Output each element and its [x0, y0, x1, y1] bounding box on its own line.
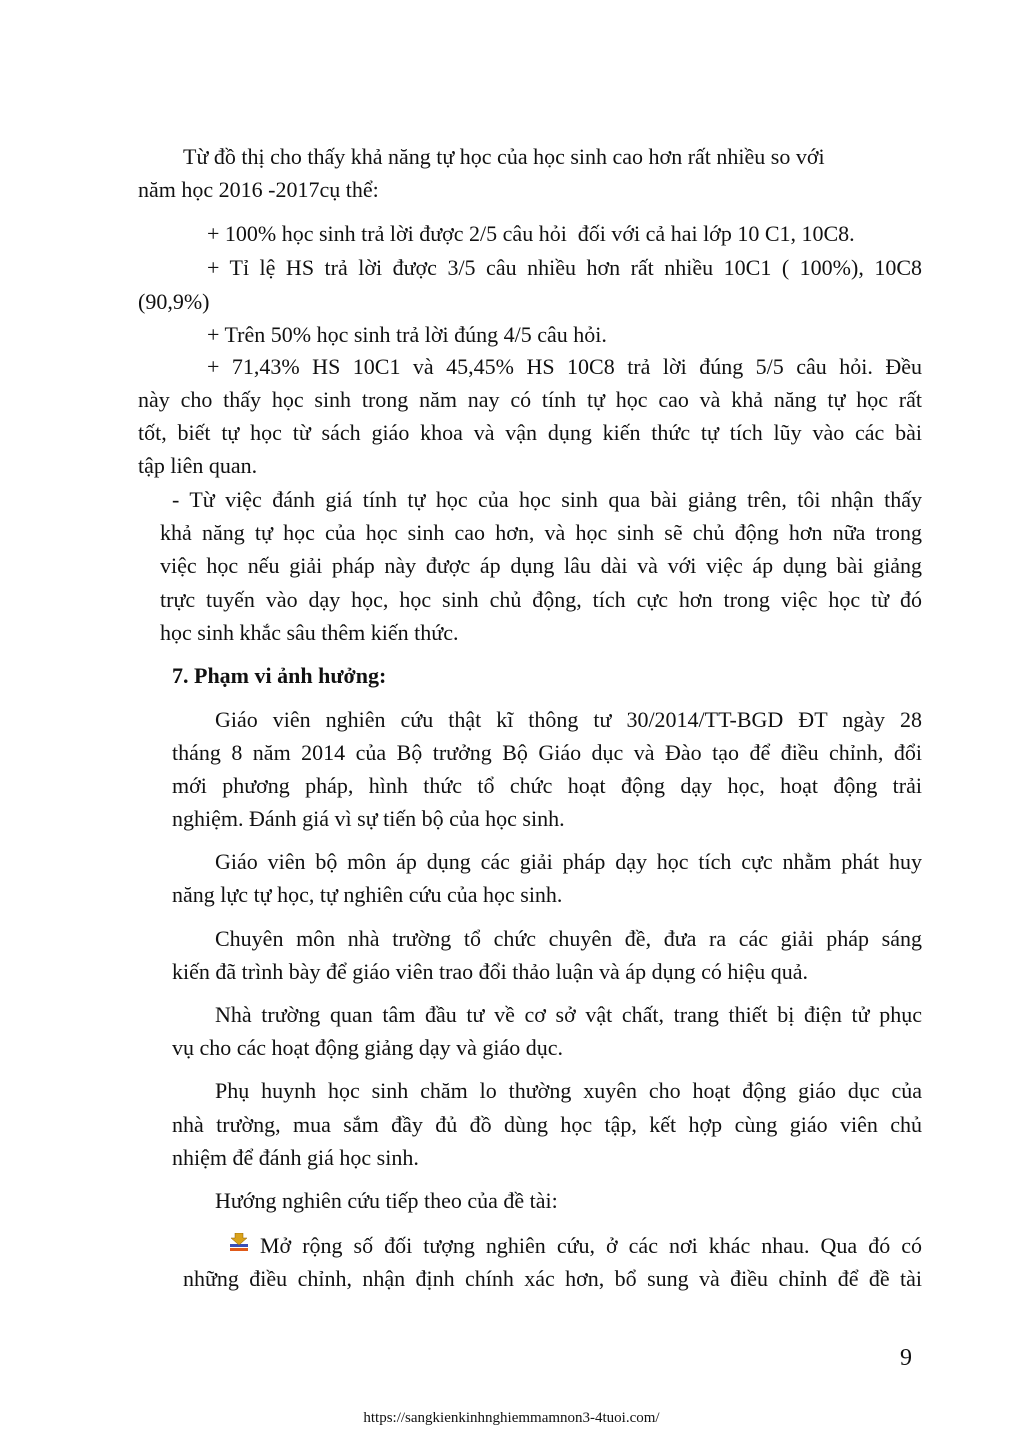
arrow-bullet-icon — [230, 1233, 248, 1253]
page-number: 9 — [900, 1345, 912, 1371]
text-line: + 100% học sinh trả lời được 2/5 câu hỏi đối với cả hai lớp 10 C1, 10C8. — [207, 221, 855, 246]
text-line: Hướng nghiên cứu tiếp theo của đề tài: — [215, 1188, 558, 1213]
text-line: học sinh khắc sâu thêm kiến thức. — [160, 620, 459, 645]
text-line: Giáo viên nghiên cứu thật kĩ thông tư 30/2014/TT-BGD ĐT ngày 28 — [215, 707, 922, 732]
text-line: Giáo viên bộ môn áp dụng các giải pháp dạy học tích cực nhằm phát huy — [215, 849, 922, 874]
text-line: Chuyên môn nhà trường tổ chức chuyên đề, đưa ra các giải pháp sáng — [215, 926, 922, 951]
text-line: + Trên 50% học sinh trả lời đúng 4/5 câu hỏi. — [207, 322, 607, 347]
text-line: nghiệm. Đánh giá vì sự tiến bộ của học sinh. — [172, 806, 565, 831]
text-line: nhiệm để đánh giá học sinh. — [172, 1145, 419, 1170]
text-line: mới phương pháp, hình thức tổ chức hoạt động dạy học, hoạt động trải — [172, 773, 922, 798]
text-line: vụ cho các hoạt động giảng dạy và giáo dục. — [172, 1035, 563, 1060]
text-line: này cho thấy học sinh trong năm nay có tính tự học cao và khả năng tự học rất — [138, 387, 922, 412]
text-line: khả năng tự học của học sinh cao hơn, và học sinh sẽ chủ động hơn nữa trong — [160, 520, 922, 545]
text-line: tốt, biết tự học từ sách giáo khoa và vận dụng kiến thức tự tích lũy vào các bài — [138, 420, 922, 445]
text-line: - Từ việc đánh giá tính tự học của học sinh qua bài giảng trên, tôi nhận thấy — [172, 487, 922, 512]
text-line: kiến đã trình bày để giáo viên trao đổi thảo luận và áp dụng có hiệu quả. — [172, 959, 808, 984]
text-line: việc học nếu giải pháp này được áp dụng lâu dài và với việc áp dụng bài giảng — [160, 553, 922, 578]
text-line: + Tỉ lệ HS trả lời được 3/5 câu nhiều hơn rất nhiều 10C1 ( 100%), 10C8 — [207, 255, 922, 280]
text-line: trực tuyến vào dạy học, học sinh chủ động, tích cực hơn trong việc học từ đó — [160, 587, 922, 612]
text-line: (90,9%) — [138, 289, 210, 314]
text-line: + 71,43% HS 10C1 và 45,45% HS 10C8 trả lời đúng 5/5 câu hỏi. Đều — [207, 354, 922, 379]
text-line: nhà trường, mua sắm đầy đủ đồ dùng học tập, kết hợp cùng giáo viên chủ — [172, 1112, 922, 1137]
text-line: Phụ huynh học sinh chăm lo thường xuyên cho hoạt động giáo dục của — [215, 1078, 922, 1103]
text-line: Nhà trường quan tâm đầu tư về cơ sở vật chất, trang thiết bị điện tử phục — [215, 1002, 922, 1027]
text-line: Mở rộng số đối tượng nghiên cứu, ở các nơi khác nhau. Qua đó có — [260, 1233, 922, 1258]
text-line: năng lực tự học, tự nghiên cứu của học sinh. — [172, 882, 563, 907]
text-line: tháng 8 năm 2014 của Bộ trưởng Bộ Giáo dục và Đào tạo để điều chỉnh, đổi — [172, 740, 922, 765]
text-line: Từ đồ thị cho thấy khả năng tự học của học sinh cao hơn rất nhiều so với — [183, 144, 825, 169]
text-line: năm học 2016 -2017cụ thể: — [138, 177, 379, 202]
text-line: những điều chỉnh, nhận định chính xác hơn, bổ sung và điều chỉnh để đề tài — [183, 1266, 922, 1291]
footer-url: https://sangkienkinhnghiemmamnon3-4tuoi.com/ — [363, 1410, 660, 1426]
text-line: tập liên quan. — [138, 453, 258, 478]
section-heading: 7. Phạm vi ảnh hưởng: — [172, 663, 387, 688]
